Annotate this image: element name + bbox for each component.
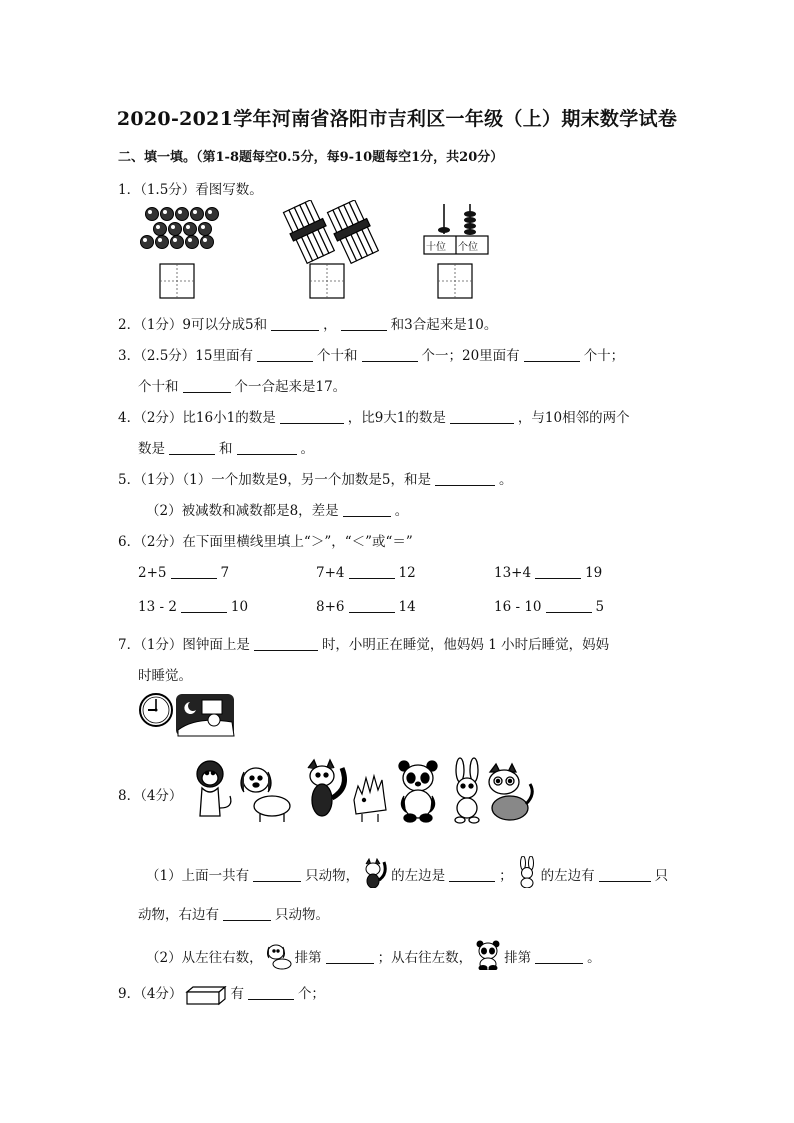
answer-blank[interactable] (326, 949, 374, 964)
answer-blank[interactable] (535, 564, 581, 579)
question-5-line-1: 5．（1分）（1）一个加数是9，另一个加数是5，和是 。 (118, 472, 513, 488)
answer-blank[interactable] (449, 867, 495, 882)
answer-blank[interactable] (257, 347, 313, 362)
cuboid-icon (185, 986, 227, 1006)
stick-bundles-illustration (281, 200, 381, 265)
rabbit-icon (455, 758, 479, 823)
monkey-icon (197, 761, 231, 816)
squirrel-icon (308, 760, 344, 816)
question-3-line-1: 3．（2.5分）15里面有 个十和 个一；20里面有 个十； (118, 348, 625, 364)
answer-blank[interactable] (343, 502, 391, 517)
answer-blank[interactable] (169, 440, 215, 455)
rabbit-icon (516, 856, 538, 888)
hedgehog-icon (354, 776, 386, 822)
answer-blank[interactable] (599, 867, 651, 882)
page-title: 2020-2021学年河南省洛阳市吉利区一年级（上）期末数学试卷 (116, 108, 678, 130)
compare-item: 13 - 2 10 (138, 599, 249, 615)
squirrel-icon (362, 858, 388, 888)
question-7-line-2: 时睡觉。 (138, 668, 192, 684)
compare-item: 2+5 7 (138, 565, 230, 581)
question-8-part-1-line-2: 动物，右边有 只动物。 (138, 907, 329, 923)
question-8-label: 8．（4分） (118, 788, 183, 804)
answer-blank[interactable] (183, 378, 231, 393)
answer-blank[interactable] (171, 564, 217, 579)
compare-item: 7+4 12 (316, 565, 416, 581)
cat-icon (489, 764, 532, 820)
answer-blank[interactable] (341, 316, 387, 331)
compare-item: 8+6 14 (316, 599, 416, 615)
question-9: 9．（4分） 有 个； (118, 982, 325, 1006)
sleeping-child-illustration (176, 694, 234, 736)
answer-blank[interactable] (450, 409, 514, 424)
question-6-text: 6．（2分）在下面里横线里填上“＞”，“＜”或“＝” (118, 534, 413, 550)
answer-blank[interactable] (546, 598, 592, 613)
panda-icon (475, 940, 501, 970)
answer-blank[interactable] (237, 440, 297, 455)
question-7-line-1: 7．（1分）图钟面上是 时，小明正在睡觉，他妈妈 1 小时后睡觉，妈妈 (118, 637, 610, 653)
compare-item: 13+4 19 (494, 565, 603, 581)
panda-icon (399, 761, 437, 822)
answer-blank[interactable] (524, 347, 580, 362)
question-5-line-2: （2）被减数和减数都是8，差是 。 (146, 503, 409, 519)
clock-icon (140, 694, 172, 726)
dog-icon (241, 768, 290, 822)
answer-blank[interactable] (362, 347, 418, 362)
dog-icon (266, 942, 292, 970)
question-7-figure (138, 690, 238, 740)
question-3-line-2: 个十和 个一合起来是17。 (138, 379, 347, 395)
answer-blank[interactable] (253, 867, 301, 882)
apples-illustration (141, 208, 219, 249)
answer-blank[interactable] (248, 985, 294, 1000)
answer-blank[interactable] (223, 906, 271, 921)
answer-blank[interactable] (271, 316, 319, 331)
answer-blank[interactable] (535, 949, 583, 964)
question-8-part-1-line-1: （1）上面一共有 只动物， 的左边是 ； 的左边有 只 (146, 856, 668, 888)
answer-blank[interactable] (280, 409, 344, 424)
question-2: 2．（1分）9可以分成5和 ， 和3合起来是10。 (118, 317, 498, 333)
compare-item: 16 - 10 5 (494, 599, 605, 615)
answer-blank[interactable] (181, 598, 227, 613)
question-1-text: 1．（1.5分）看图写数。 (118, 182, 263, 198)
abacus-ones-label: 个位 (458, 242, 478, 253)
answer-blank[interactable] (349, 564, 395, 579)
question-4-line-1: 4．（2分）比16小1的数是 ，比9大1的数是 ，与10相邻的两个 (118, 410, 630, 426)
question-8-part-2: （2）从左往右数， 排第 ；从右往左数， 排第 。 (146, 940, 601, 970)
animals-row (186, 756, 538, 826)
answer-blank[interactable] (435, 471, 495, 486)
abacus-tens-label: 十位 (426, 242, 446, 253)
section-heading: 二、填一填。（第1-8题每空0.5分，每9-10题每空1分，共20分） (118, 150, 504, 165)
question-4-line-2: 数是 和 。 (138, 441, 314, 457)
answer-blank[interactable] (254, 636, 318, 651)
answer-blank[interactable] (349, 598, 395, 613)
